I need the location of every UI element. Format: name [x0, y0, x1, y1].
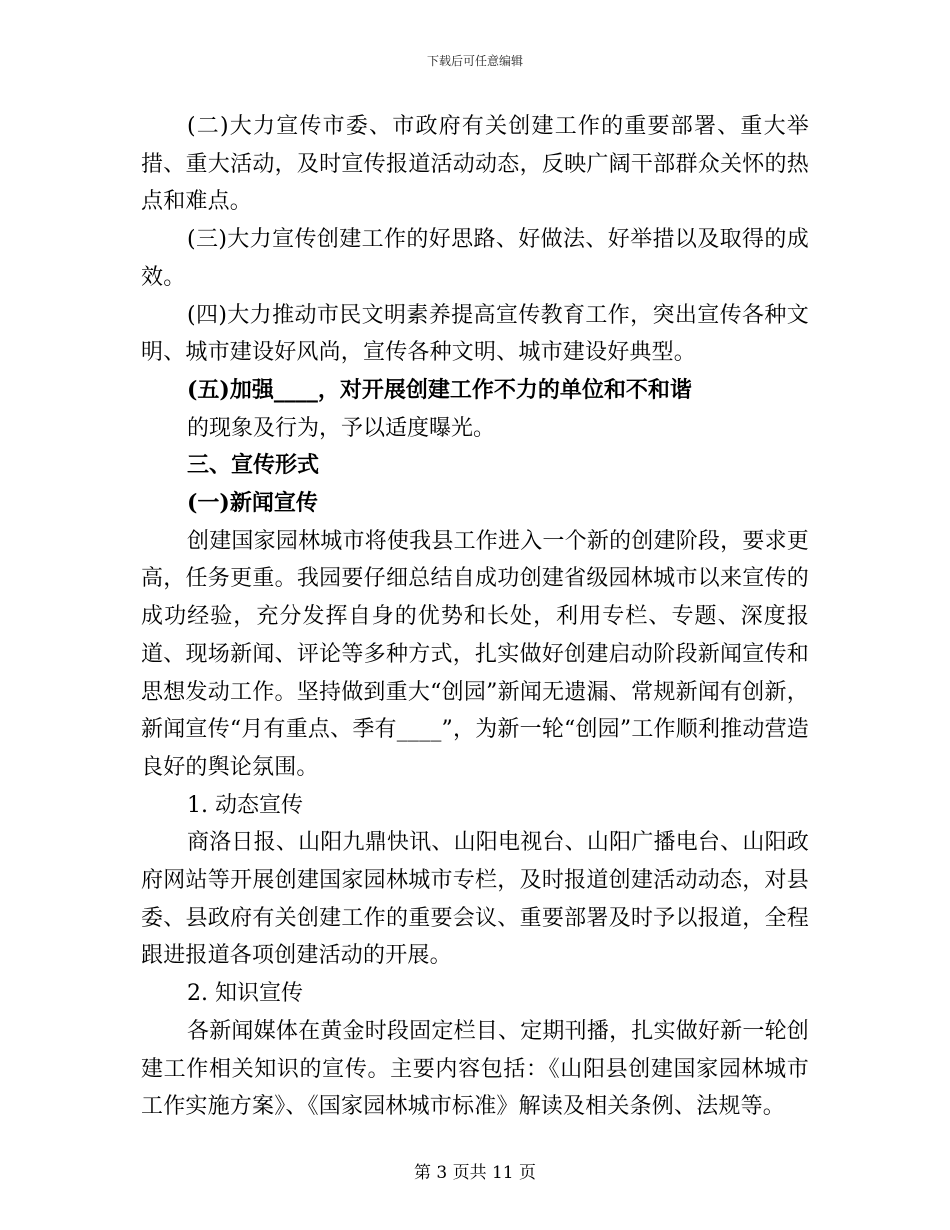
- paragraph-5-heading: (五)加强____，对开展创建工作不力的单位和不和谐: [187, 376, 692, 403]
- item-2-title: 2. 知识宣传: [187, 981, 303, 1007]
- header-note: 下载后可任意编辑: [426, 54, 523, 68]
- section-3-title: 三、宣传形式: [187, 452, 320, 479]
- paragraph-4: (四)大力推动市民文明素养提高宣传教育工作，突出宣传各种文明、城市建设好风尚，宣传各种文明、城市建设好典型。: [141, 302, 809, 366]
- dynamic-publicity-paragraph: 商洛日报、山阳九鼎快讯、山阳电视台、山阳广播电台、山阳政府网站等开展创建国家园林城市专栏，及时报道创建活动动态，对县委、县政府有关创建工作的重要会议、重要部署及时予以报道，全程跟进报道各项创建活动的开展。: [141, 830, 809, 969]
- page-number: 第 3 页共 11 页: [413, 1163, 537, 1183]
- news-paragraph: 创建国家园林城市将使我县工作进入一个新的创建阶段，要求更高，任务更重。我园要仔细总结自成功创建省级园林城市以来宣传的成功经验，充分发挥自身的优势和长处，利用专栏、专题、深度报道、现场新闻、评论等多种方式，扎实做好创建启动阶段新闻宣传和思想发动工作。坚持做到重大“创园”新闻无遗漏、常规新闻有创新，新闻宣传“月有重点、季有____”，为新一轮“创园”工作顺利推动营造良好的舆论氛围。: [141, 528, 809, 780]
- document-body: [141, 108, 809, 1126]
- subsection-1-title: (一)新闻宣传: [187, 490, 318, 517]
- paragraph-5-continuation: 的现象及行为，予以适度曝光。: [187, 415, 496, 441]
- item-1-title: 1. 动态宣传: [187, 792, 303, 818]
- paragraph-3: (三)大力宣传创建工作的好思路、好做法、好举措以及取得的成效。: [141, 227, 809, 290]
- knowledge-publicity-paragraph: 各新闻媒体在黄金时段固定栏目、定期刊播，扎实做好新一轮创建工作相关知识的宣传。主要内容包括：《山阳县创建国家园林城市工作实施方案》、《国家园林城市标准》解读及相关条例、法规等。: [141, 1018, 809, 1120]
- paragraph-2: (二)大力宣传市委、市政府有关创建工作的重要部署、重大举措、重大活动，及时宣传报道活动动态，反映广阔干部群众关怀的热点和难点。: [141, 114, 809, 215]
